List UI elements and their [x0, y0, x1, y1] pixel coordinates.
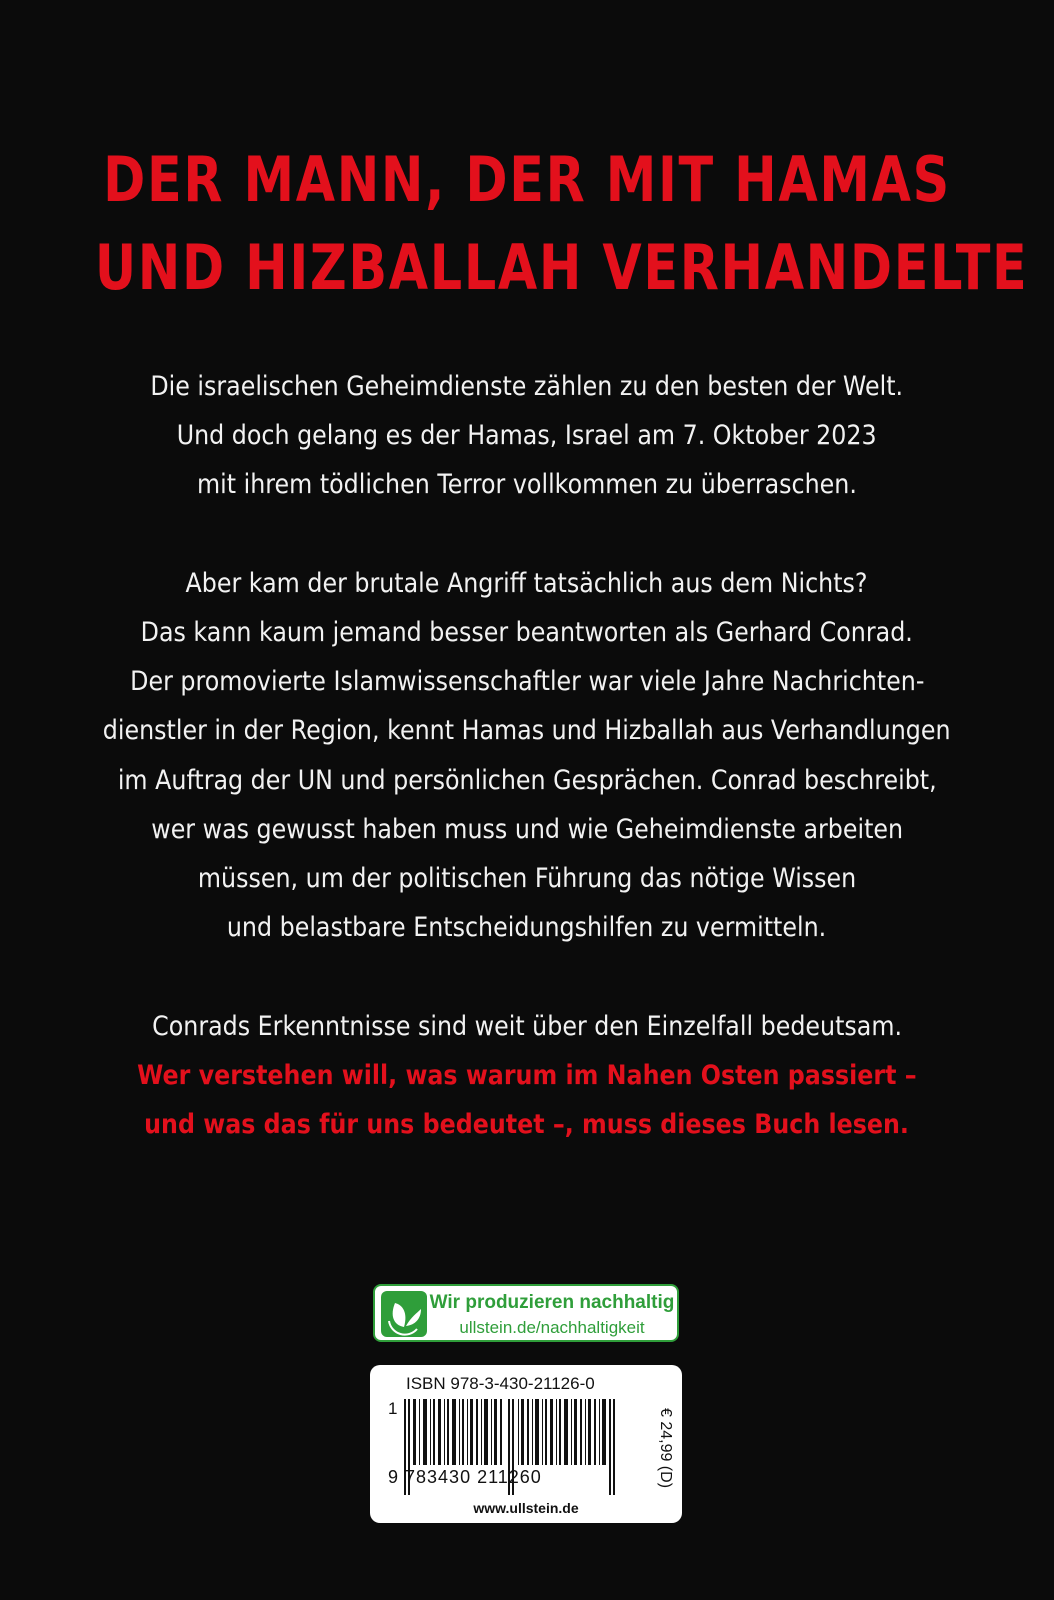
blurb-line: wer was gewusst haben muss und wie Geheimdienste arbeiten [151, 813, 903, 845]
blurb-line-highlight: Wer verstehen will, was warum im Nahen Osten passiert – [137, 1059, 917, 1091]
blurb-line: müssen, um der politischen Führung das nötige Wissen [197, 863, 857, 895]
sustainability-badge [373, 1284, 679, 1342]
paragraph-author [0, 559, 1054, 953]
barcode-lead-digit: 1 [388, 1399, 398, 1418]
headline-line-1: DER MANN, DER MIT HAMAS [103, 143, 951, 216]
blurb-line: im Auftrag der UN und persönlichen Gesprächen. Conrad beschreibt, [117, 764, 937, 796]
paragraph-intro [0, 362, 1054, 510]
barcode-box [370, 1365, 682, 1523]
paragraph-spacer [0, 510, 1054, 559]
blurb-line: dienstler in der Region, kennt Hamas und Hizballah aus Verhandlungen [103, 715, 951, 747]
badge-url: ullstein.de/nachhaltigkeit [459, 1318, 645, 1337]
blurb-line: Und doch gelang es der Hamas, Israel am 7. Oktober 2023 [177, 420, 877, 452]
blurb-line: mit ihrem tödlichen Terror vollkommen zu überraschen. [197, 469, 857, 501]
blurb-line: und belastbare Entscheidungshilfen zu vermitteln. [227, 912, 827, 944]
price-text: € 24,99 (D) [657, 1407, 674, 1489]
headline [94, 136, 1029, 312]
blurb-line: Aber kam der brutale Angriff tatsächlich aus dem Nichts? [185, 567, 869, 599]
blurb [0, 362, 1054, 1149]
badge-title: Wir produzieren nachhaltig [429, 1292, 675, 1313]
blurb-line: Das kann kaum jemand besser beantworten als Gerhard Conrad. [140, 617, 914, 648]
blurb-line: Die israelischen Geheimdienste zählen zu den besten der Welt. [150, 371, 904, 402]
paragraph-spacer [0, 952, 1054, 1001]
blurb-line: Der promovierte Islamwissenschaftler war viele Jahre Nachrichten- [129, 666, 925, 698]
paragraph-conclusion [0, 1002, 1054, 1150]
website-label: www.ullstein.de [386, 1497, 666, 1519]
blurb-line-highlight: und was das für uns bedeutet –, muss dieses Buch lesen. [144, 1109, 910, 1141]
blurb-line: Conrads Erkenntnisse sind weit über den Einzelfall bedeutsam. [152, 1010, 902, 1042]
barcode-digits: 9 783430 211260 [388, 1467, 542, 1487]
leaf-icon [381, 1291, 427, 1337]
price-label [654, 1398, 676, 1498]
headline-line-2: UND HIZBALLAH VERHANDELTE [94, 231, 1029, 304]
isbn-label: ISBN 978-3-430-21126-0 [406, 1374, 595, 1393]
